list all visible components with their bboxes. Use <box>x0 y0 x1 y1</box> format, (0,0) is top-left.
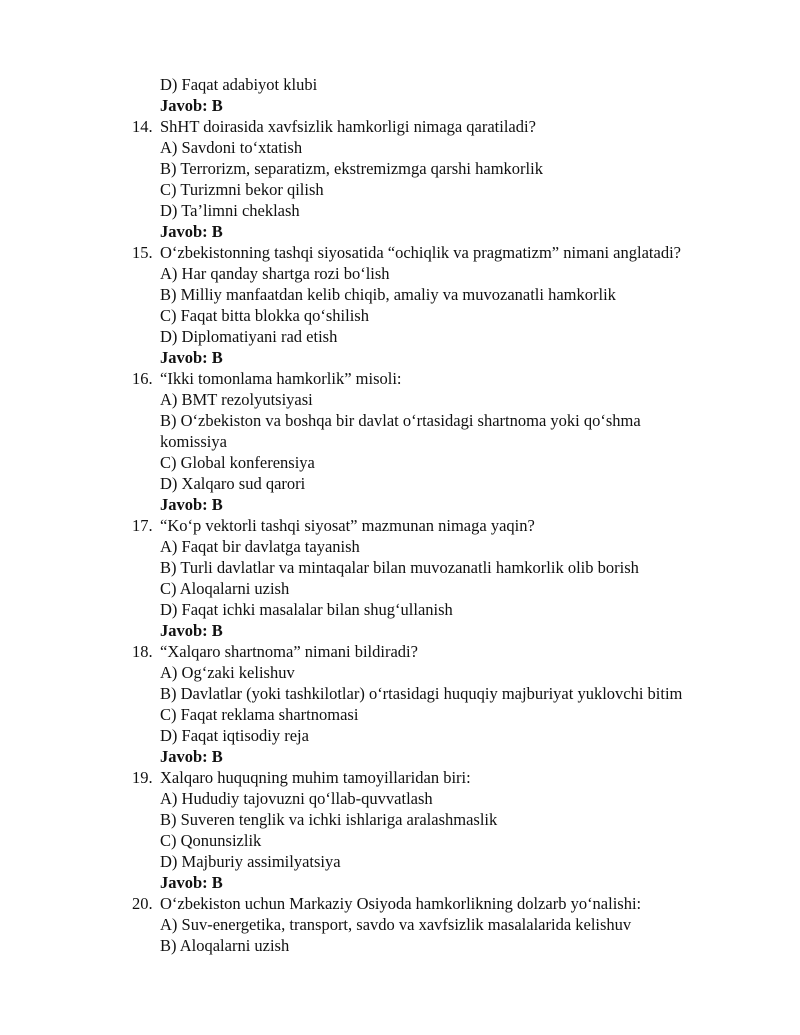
question-text: “Ikki tomonlama hamkorlik” misoli: <box>160 369 402 388</box>
q15-option-a: A) Har qanday shartga rozi bo‘lish <box>160 264 390 283</box>
q20-option-a: A) Suv-energetika, transport, savdo va xavfsizlik masalalarida kelishuv <box>160 915 632 934</box>
question-number: 20. <box>132 894 153 913</box>
q16-option-b: B) O‘zbekiston va boshqa bir davlat o‘rtasidagi shartnoma yoki qo‘shma <box>160 411 641 430</box>
q14-option-d: D) Ta’limni cheklash <box>160 201 300 220</box>
q16-option-c: C) Global konferensiya <box>160 453 315 472</box>
q17-option-b: B) Turli davlatlar va mintaqalar bilan muvozanatli hamkorlik olib borish <box>160 558 639 577</box>
q15-answer: Javob: B <box>160 348 223 367</box>
question-text: “Ko‘p vektorli tashqi siyosat” mazmunan nimaga yaqin? <box>160 516 535 535</box>
q18-option-a: A) Og‘zaki kelishuv <box>160 663 295 682</box>
q16-answer: Javob: B <box>160 495 223 514</box>
question-14 <box>0 116 800 137</box>
q19-option-d: D) Majburiy assimilyatsiya <box>160 852 341 871</box>
q18-option-c: C) Faqat reklama shartnomasi <box>160 705 359 724</box>
q15-option-c: C) Faqat bitta blokka qo‘shilish <box>160 306 369 325</box>
q14-option-c: C) Turizmni bekor qilish <box>160 180 324 199</box>
q17-option-d: D) Faqat ichki masalalar bilan shug‘ullanish <box>160 600 453 619</box>
question-15 <box>0 242 800 263</box>
question-19 <box>0 767 800 788</box>
q18-option-b: B) Davlatlar (yoki tashkilotlar) o‘rtasidagi huquqiy majburiyat yuklovchi bitim <box>160 684 683 703</box>
q16-option-d: D) Xalqaro sud qarori <box>160 474 306 493</box>
q17-option-c: C) Aloqalarni uzish <box>160 579 290 598</box>
question-text: O‘zbekistonning tashqi siyosatida “ochiqlik va pragmatizm” nimani anglatadi? <box>160 243 681 262</box>
q18-answer: Javob: B <box>160 747 223 766</box>
question-text: “Xalqaro shartnoma” nimani bildiradi? <box>160 642 418 661</box>
q17-answer: Javob: B <box>160 621 223 640</box>
question-17 <box>0 515 800 536</box>
q19-answer: Javob: B <box>160 873 223 892</box>
q14-answer: Javob: B <box>160 222 223 241</box>
q16-option-a: A) BMT rezolyutsiyasi <box>160 390 313 409</box>
document-page <box>0 74 800 956</box>
q19-option-b: B) Suveren tenglik va ichki ishlariga aralashmaslik <box>160 810 498 829</box>
question-text: Xalqaro huquqning muhim tamoyillaridan biri: <box>160 768 471 787</box>
q14-option-a: A) Savdoni to‘xtatish <box>160 138 303 157</box>
question-number: 16. <box>132 369 153 388</box>
question-20 <box>0 893 800 914</box>
question-number: 17. <box>132 516 153 535</box>
q15-option-b: B) Milliy manfaatdan kelib chiqib, amaliy va muvozanatli hamkorlik <box>160 285 616 304</box>
question-number: 14. <box>132 117 153 136</box>
prev-option-d: D) Faqat adabiyot klubi <box>160 75 318 94</box>
q17-option-a: A) Faqat bir davlatga tayanish <box>160 537 360 556</box>
q19-option-c: C) Qonunsizlik <box>160 831 262 850</box>
q19-option-a: A) Hududiy tajovuzni qo‘llab-quvvatlash <box>160 789 433 808</box>
question-text: O‘zbekiston uchun Markaziy Osiyoda hamkorlikning dolzarb yo‘nalishi: <box>160 894 642 913</box>
question-18 <box>0 641 800 662</box>
q14-option-b: B) Terrorizm, separatizm, ekstremizmga qarshi hamkorlik <box>160 159 543 178</box>
question-number: 19. <box>132 768 153 787</box>
question-16 <box>0 368 800 389</box>
prev-answer: Javob: B <box>160 96 223 115</box>
q15-option-d: D) Diplomatiyani rad etish <box>160 327 338 346</box>
q16-option-b-continued: komissiya <box>160 432 227 451</box>
q18-option-d: D) Faqat iqtisodiy reja <box>160 726 309 745</box>
q20-option-b: B) Aloqalarni uzish <box>160 936 290 955</box>
question-number: 18. <box>132 642 153 661</box>
question-text: ShHT doirasida xavfsizlik hamkorligi nimaga qaratiladi? <box>160 117 536 136</box>
question-number: 15. <box>132 243 153 262</box>
